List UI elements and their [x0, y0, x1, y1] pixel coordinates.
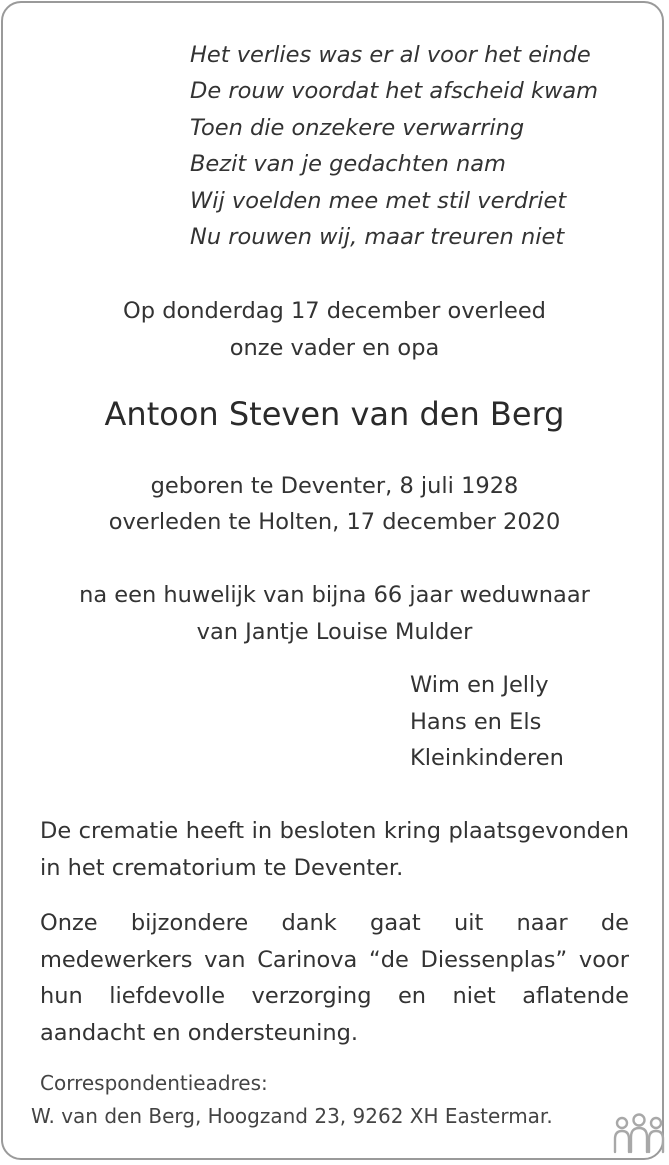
announcement-line-2: onze vader en opa [229, 335, 440, 361]
poem-line-6: Nu rouwen wij, maar treuren niet [190, 224, 565, 250]
family-member-2: Hans en Els [410, 709, 542, 735]
poem-line-1: Het verlies was er al voor het einde [190, 42, 591, 68]
death-line: overleden te Holten, 17 december 2020 [108, 509, 561, 535]
correspondence-address: W. van den Berg, Hoogzand 23, 9262 XH Eastermar. [31, 1104, 553, 1128]
poem-line-5: Wij voelden mee met stil verdriet [190, 188, 567, 214]
correspondence-label: Correspondentieadres: [40, 1071, 268, 1095]
deceased-name: Antoon Steven van den Berg [104, 395, 565, 433]
marriage-line-1: na een huwelijk van bijna 66 jaar weduwnaar [79, 582, 590, 608]
birth-line: geboren te Deventer, 8 juli 1928 [150, 473, 519, 499]
poem-line-3: Toen die onzekere verwarring [190, 115, 525, 141]
thanks-paragraph: Onze bijzondere dank gaat uit naar de medewerkers van Carinova “de Diessenplas” voor hun liefdevolle verzorging en niet aflatende aandacht en ondersteuning. [40, 910, 629, 1046]
poem-line-2: De rouw voordat het afscheid kwam [190, 78, 599, 104]
marriage-line-2: van Jantje Louise Mulder [196, 619, 473, 645]
poem-line-4: Bezit van je gedachten nam [190, 151, 506, 177]
cremation-paragraph: De crematie heeft in besloten kring plaatsgevonden in het crematorium te Deventer. [40, 818, 629, 881]
family-member-3: Kleinkinderen [410, 745, 564, 771]
announcement-line-1: Op donderdag 17 december overleed [123, 298, 546, 324]
family-member-1: Wim en Jelly [410, 672, 549, 698]
people-group-logo-icon [612, 1112, 666, 1154]
